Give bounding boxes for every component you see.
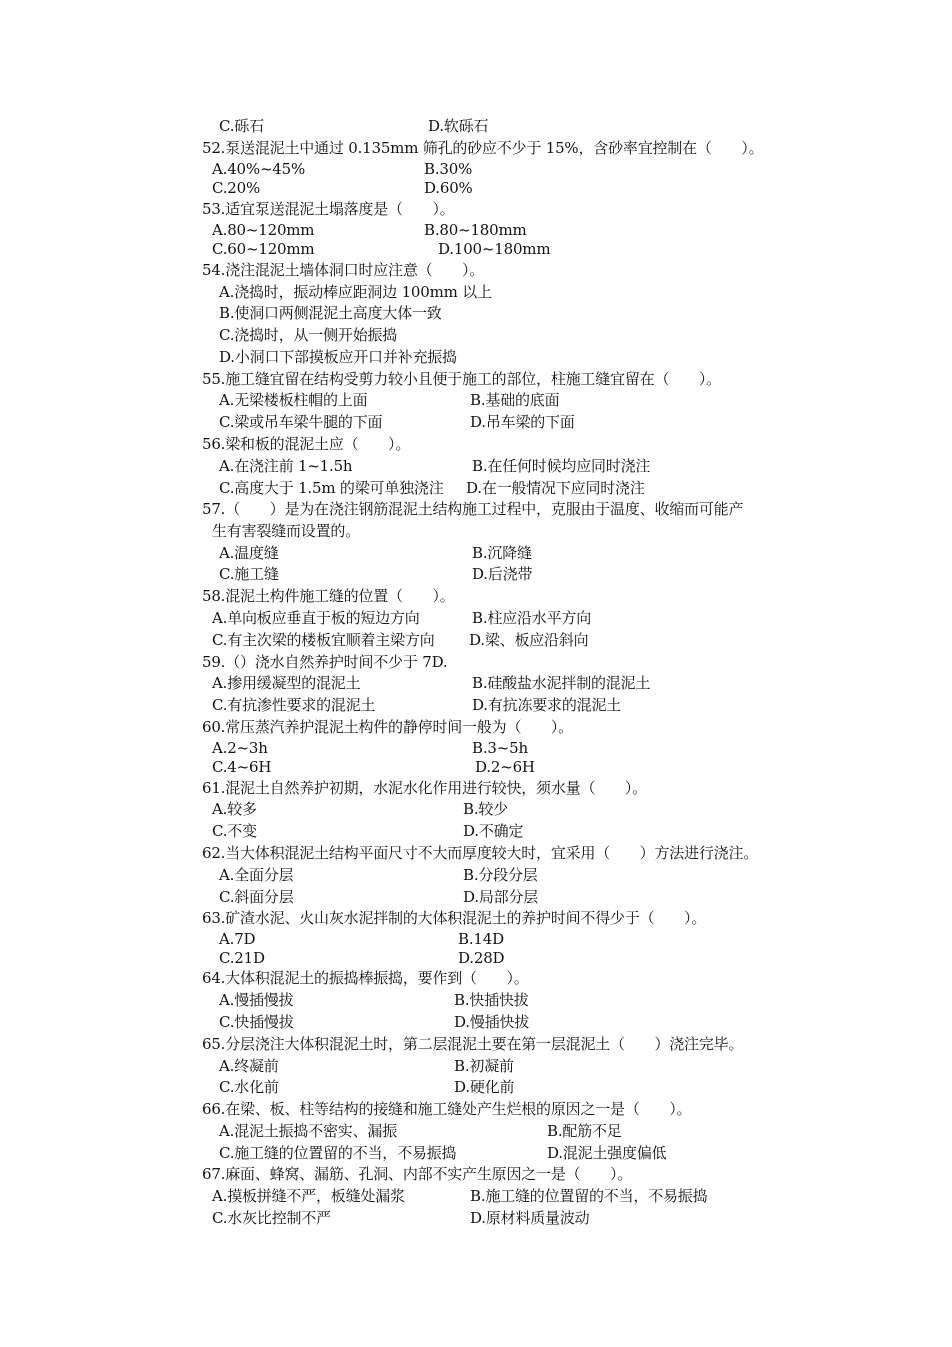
option-d: D.梁、板应沿斜向 <box>469 631 589 649</box>
option-b: B.较少 <box>463 800 508 818</box>
question-66: 66.在梁、板、柱等结构的接缝和施工缝处产生烂根的原因之一是（ ）。 <box>202 1100 692 1118</box>
option-a: A.摸板拼缝不严，板缝处漏浆 <box>212 1187 405 1205</box>
option-c: C.高度大于 1.5m 的梁可单独浇注 <box>219 479 444 497</box>
option-c: C.梁或吊车梁牛腿的下面 <box>219 413 383 431</box>
option-d: D.原材料质量波动 <box>470 1209 590 1227</box>
question-62: 62.当大体积混泥土结构平面尺寸不大而厚度较大时，宜采用（ ）方法进行浇注。 <box>202 844 759 862</box>
question-58: 58.混泥土构件施工缝的位置（ ）。 <box>202 587 455 605</box>
option-a: A.7D <box>219 930 256 948</box>
option-d: D.软砾石 <box>428 117 489 135</box>
option-c: C.4~6H <box>212 758 272 776</box>
option-c: C.水化前 <box>219 1078 279 1096</box>
option-b: B.使洞口两侧混泥土高度大体一致 <box>219 304 442 322</box>
option-c: C.有抗渗性要求的混泥土 <box>212 696 376 714</box>
option-c: C.不变 <box>212 822 257 840</box>
option-a: A.全面分层 <box>219 866 294 884</box>
question-56: 56.梁和板的混泥土应（ ）。 <box>202 435 411 453</box>
option-d: D.在一般情况下应同时浇注 <box>466 479 645 497</box>
question-64: 64.大体积混泥土的振捣棒振捣，要作到（ ）。 <box>202 969 529 987</box>
option-c: C.水灰比控制不严 <box>212 1209 331 1227</box>
question-55: 55.施工缝宜留在结构受剪力较小且便于施工的部位，柱施工缝宜留在（ ）。 <box>202 370 721 388</box>
option-d: D.2~6H <box>475 758 535 776</box>
question-61: 61.混泥土自然养护初期，水泥水化作用进行较快，须水量（ ）。 <box>202 779 647 797</box>
option-a: A.40%~45% <box>212 160 306 178</box>
option-c: C.浇捣时，从一侧开始振捣 <box>219 326 398 344</box>
option-c: C.砾石 <box>219 117 264 135</box>
question-59: 59.（）浇水自然养护时间不少于 7D. <box>202 653 448 671</box>
question-53: 53.适宜泵送混泥土塌落度是（ ）。 <box>202 200 455 218</box>
option-d: D.100~180mm <box>438 240 551 258</box>
option-b: B.在任何时候均应同时浇注 <box>472 457 651 475</box>
question-60: 60.常压蒸汽养护混泥土构件的静停时间一般为（ ）。 <box>202 718 573 736</box>
option-d: D.硬化前 <box>454 1078 515 1096</box>
option-b: B.硅酸盐水泥拌制的混泥土 <box>472 674 651 692</box>
option-d: D.60% <box>424 179 473 197</box>
option-b: B.沉降缝 <box>472 544 532 562</box>
option-a: A.浇捣时，振动棒应距洞边 100mm 以上 <box>219 283 492 301</box>
option-a: A.掺用缓凝型的混泥土 <box>212 674 361 692</box>
option-d: D.有抗冻要求的混泥土 <box>472 696 622 714</box>
question-65: 65.分层浇注大体积混泥土时，第二层混泥土要在第一层混泥土（ ）浇注完毕。 <box>202 1035 744 1053</box>
option-a: A.温度缝 <box>219 544 279 562</box>
option-a: A.在浇注前 1~1.5h <box>219 457 353 475</box>
question-67: 67.麻面、蜂窝、漏筋、孔洞、内部不实产生原因之一是（ ）。 <box>202 1165 633 1183</box>
option-a: A.较多 <box>212 800 257 818</box>
option-b: B.80~180mm <box>424 221 527 239</box>
option-a: A.终凝前 <box>219 1057 279 1075</box>
option-b: B.3~5h <box>472 739 528 757</box>
option-b: B.基础的底面 <box>470 391 560 409</box>
option-b: B.快插快拔 <box>454 991 529 1009</box>
option-a: A.单向板应垂直于板的短边方向 <box>212 609 420 627</box>
option-d: D.混泥土强度偏低 <box>547 1144 667 1162</box>
question-54: 54.浇注混泥土墙体洞口时应注意（ ）。 <box>202 261 485 279</box>
question-57-continued: 生有害裂缝而设置的。 <box>212 522 361 540</box>
option-b: B.分段分层 <box>463 866 538 884</box>
option-a: A.80~120mm <box>212 221 315 239</box>
option-d: D.局部分层 <box>463 888 539 906</box>
option-c: C.21D <box>219 949 265 967</box>
option-d: D.吊车梁的下面 <box>470 413 575 431</box>
question-63: 63.矿渣水泥、火山灰水泥拌制的大体积混泥土的养护时间不得少于（ ）。 <box>202 909 707 927</box>
question-52: 52.泵送混泥土中通过 0.135mm 筛孔的砂应不少于 15%，含砂率宜控制在（ ）。 <box>202 139 764 157</box>
option-b: B.14D <box>458 930 504 948</box>
option-c: C.斜面分层 <box>219 888 294 906</box>
option-a: A.无梁楼板柱帽的上面 <box>219 391 368 409</box>
option-c: C.20% <box>212 179 261 197</box>
option-c: C.60~120mm <box>212 240 315 258</box>
option-b: B.施工缝的位置留的不当，不易振捣 <box>470 1187 708 1205</box>
option-d: D.小洞口下部摸板应开口并补充振捣 <box>219 348 457 366</box>
option-d: D.不确定 <box>463 822 524 840</box>
option-a: A.混泥土振捣不密实、漏振 <box>219 1122 398 1140</box>
option-c: C.施工缝的位置留的不当，不易振捣 <box>219 1144 457 1162</box>
option-c: C.快插慢拔 <box>219 1013 294 1031</box>
option-d: D.后浇带 <box>472 565 533 583</box>
option-c: C.施工缝 <box>219 565 279 583</box>
option-b: B.配筋不足 <box>547 1122 622 1140</box>
option-d: D.28D <box>458 949 505 967</box>
option-a: A.2~3h <box>212 739 268 757</box>
option-b: B.30% <box>424 160 473 178</box>
option-b: B.柱应沿水平方向 <box>472 609 591 627</box>
option-c: C.有主次梁的楼板宜顺着主梁方向 <box>212 631 435 649</box>
option-b: B.初凝前 <box>454 1057 514 1075</box>
option-d: D.慢插快拔 <box>454 1013 530 1031</box>
question-57: 57.（ ）是为在浇注钢筋混泥土结构施工过程中，克服由于温度、收缩而可能产 <box>202 500 744 518</box>
option-a: A.慢插慢拔 <box>219 991 294 1009</box>
